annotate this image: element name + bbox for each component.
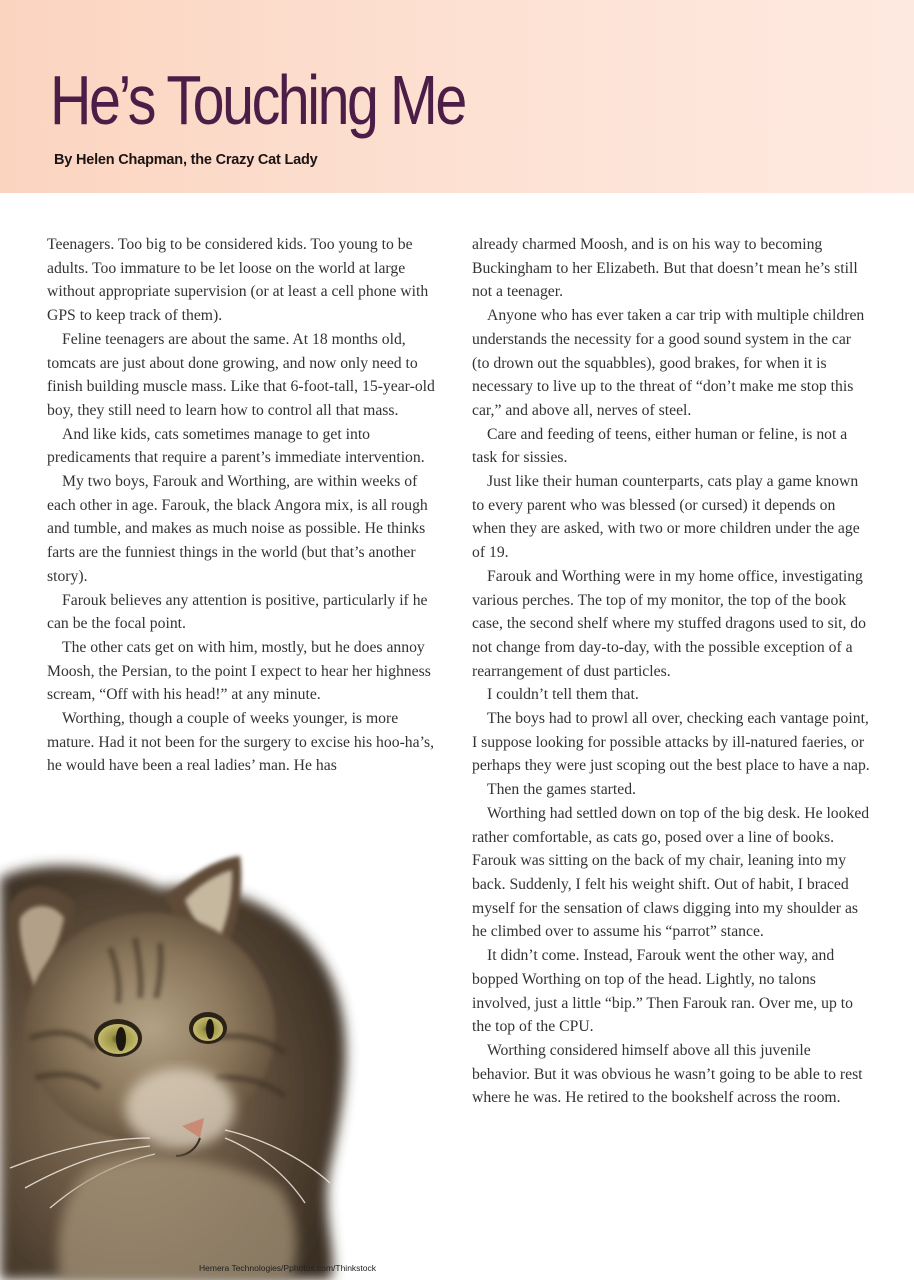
paragraph: The boys had to prowl all over, checking each vantage point, I suppose looking for possible attacks by ill-natured faeries, or perhaps they were just scoping out the best place to have a nap. bbox=[472, 710, 870, 775]
left-column bbox=[47, 233, 447, 778]
cat-left-eye bbox=[94, 1019, 142, 1057]
header-banner bbox=[0, 0, 914, 193]
paragraph: The other cats get on with him, mostly, but he does annoy Moosh, the Persian, to the point I expect to hear her highness scream, “Off with his head!” at any minute. bbox=[47, 638, 431, 704]
paragraph: Teenagers. Too big to be considered kids. Too young to be adults. Too immature to be let loose on the world at large without appropriate supervision (or at least a cell phone with GPS to keep track of them). bbox=[47, 236, 429, 325]
tabby-cat-photo bbox=[0, 838, 440, 1280]
paragraph: It didn’t come. Instead, Farouk went the other way, and bopped Worthing on top of the head. Lightly, no talons involved, just a little “bip.” Then Farouk ran. Over me, up to the top of the CPU. bbox=[472, 947, 853, 1036]
cat-right-eye bbox=[189, 1012, 227, 1044]
paragraph: And like kids, cats sometimes manage to get into predicaments that require a parent’s immediate intervention. bbox=[47, 425, 425, 467]
paragraph: Farouk and Worthing were in my home office, investigating various perches. The top of my monitor, the top of the book case, the second shelf where my stuffed dragons used to sit, do not change from day-to-day, with the possible exception of a rearrangement of dust particles. bbox=[472, 567, 866, 680]
paragraph: Just like their human counterparts, cats play a game known to every parent who was blessed (or cursed) it depends on when they are asked, with two or more children under the age of 19. bbox=[472, 473, 860, 562]
paragraph: Then the games started. bbox=[487, 781, 636, 799]
paragraph: I couldn’t tell them that. bbox=[487, 686, 639, 704]
paragraph: Farouk believes any attention is positive, particularly if he can be the focal point. bbox=[47, 591, 428, 633]
paragraph: Care and feeding of teens, either human or feline, is not a task for sissies. bbox=[472, 425, 848, 467]
paragraph: Anyone who has ever taken a car trip with multiple children understands the necessity for a good sound system in the car (to drown out the squabbles), good brakes, for when it is necessary to live up to the threat of “don’t make me stop this car,” and above all, nerves of steel. bbox=[472, 307, 865, 419]
paragraph: already charmed Moosh, and is on his way to becoming Buckingham to her Elizabeth. But that doesn’t mean he’s still not a teenager. bbox=[472, 236, 858, 301]
photo-credit: Hemera Technologies/Pphotos.com/Thinkstock bbox=[199, 1263, 377, 1273]
paragraph: Worthing, though a couple of weeks younger, is more mature. Had it not been for the surgery to excise his hoo-ha’s, he would have been a real ladies’ man. He has bbox=[47, 710, 435, 775]
paragraph: Worthing considered himself above all this juvenile behavior. But it was obvious he wasn’t going to be able to rest where he was. He retired to the bookshelf across the room. bbox=[472, 1041, 863, 1107]
article-title: He’s Touching Me bbox=[50, 61, 465, 139]
paragraph: My two boys, Farouk and Worthing, are within weeks of each other in age. Farouk, the black Angora mix, is all rough and tumble, and makes as much noise as possible. He thinks farts are the funniest things in the world (but that’s another story). bbox=[47, 473, 428, 585]
article-byline: By Helen Chapman, the Crazy Cat Lady bbox=[54, 152, 318, 168]
paragraph: Worthing had settled down on top of the big desk. He looked rather comfortable, as cats go, posed over a line of books. Farouk was sitting on the back of my chair, leaning into my back. Suddenly, I felt his weight shift. Out of habit, I braced myself for the sensation of claws digging into my shoulder as he climbed over to assume his “parrot” stance. bbox=[472, 804, 870, 941]
right-column bbox=[472, 233, 872, 1110]
paragraph: Feline teenagers are about the same. At 18 months old, tomcats are just about done growing, and now only need to finish building muscle mass. Like that 6-foot-tall, 15-year-old boy, they still need to learn how to control all that mass. bbox=[47, 330, 435, 419]
